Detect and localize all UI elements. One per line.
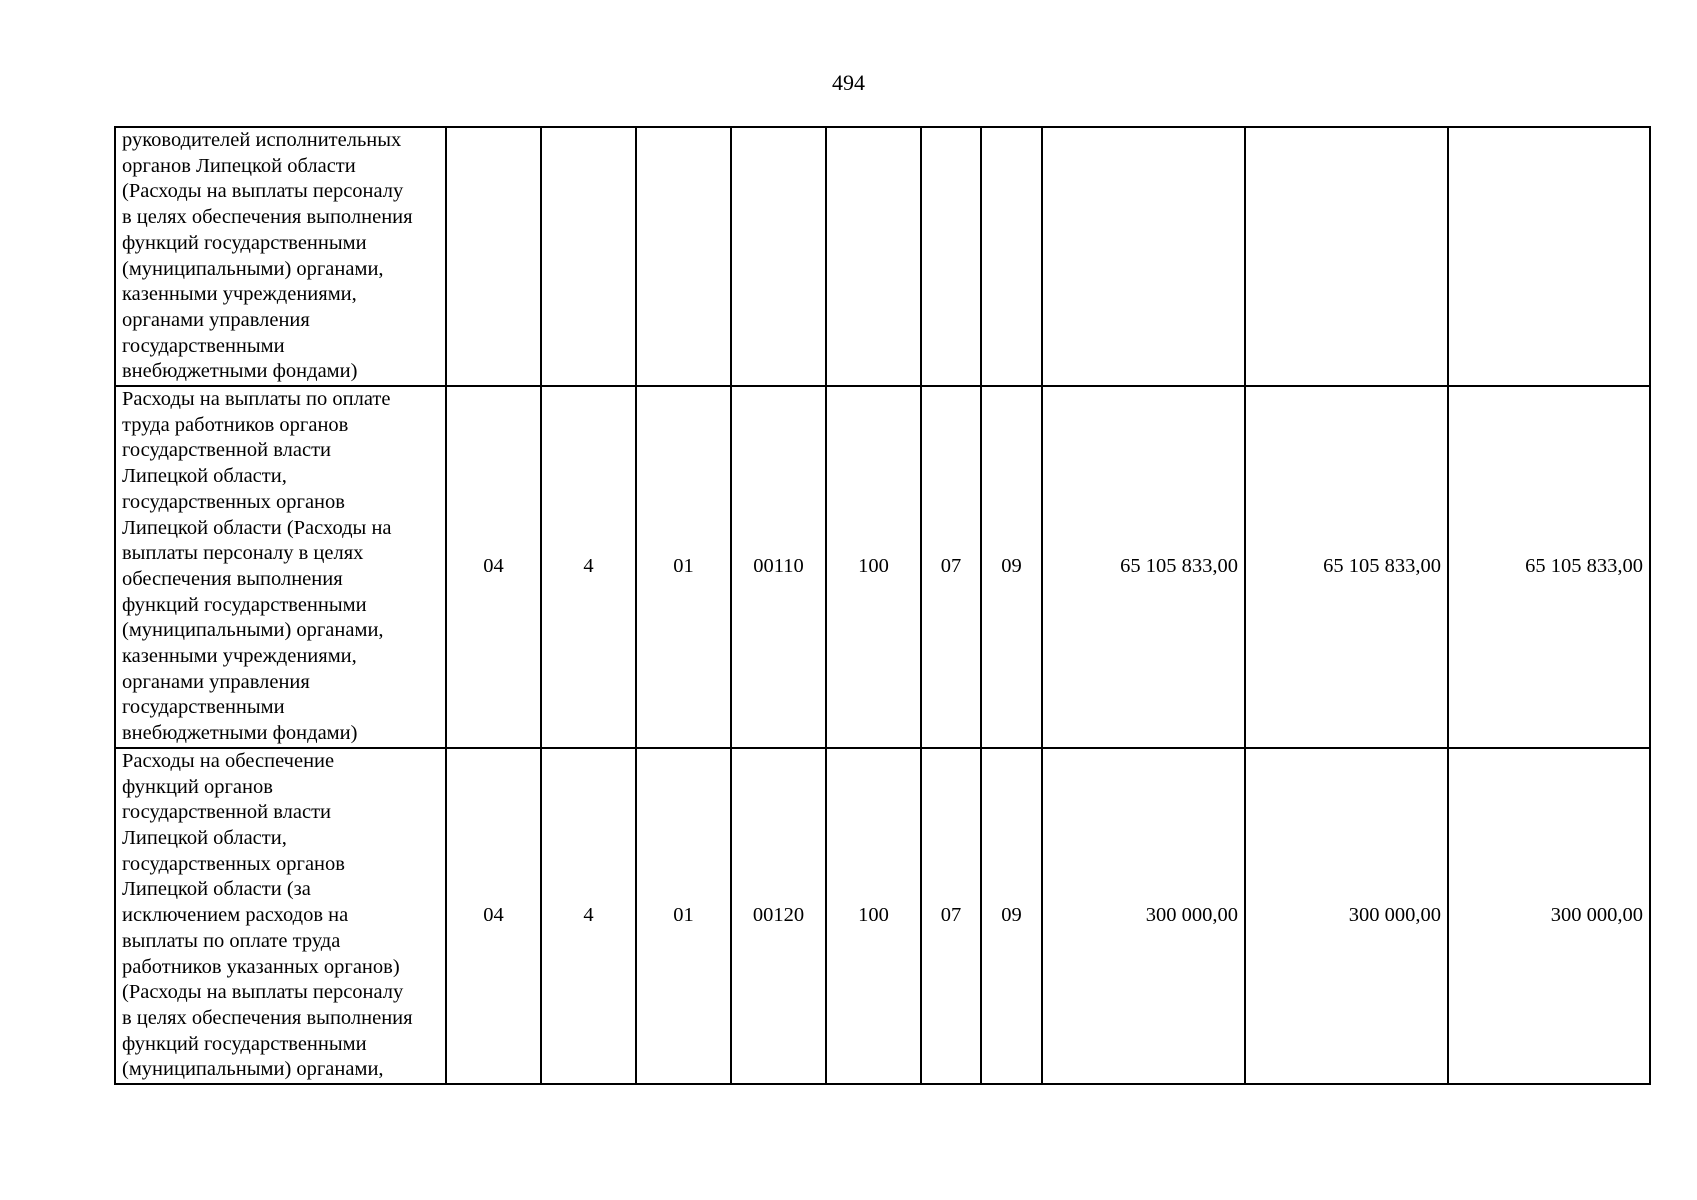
amount-cell-2 (1245, 127, 1448, 386)
subsection-code-cell: 09 (981, 748, 1042, 1084)
subprogram-code-cell: 4 (541, 386, 636, 748)
section-code-cell: 07 (921, 748, 981, 1084)
main-activity-code-cell: 01 (636, 386, 731, 748)
subsection-code-cell (981, 127, 1042, 386)
subprogram-code-cell (541, 127, 636, 386)
amount-cell-1: 300 000,00 (1042, 748, 1245, 1084)
table-row (115, 386, 1650, 748)
budget-table (114, 126, 1651, 1085)
table-row (115, 127, 1650, 386)
expense-direction-code-cell: 00120 (731, 748, 826, 1084)
subsection-code-cell: 09 (981, 386, 1042, 748)
amount-cell-1 (1042, 127, 1245, 386)
expense-type-code-cell: 100 (826, 386, 921, 748)
row-description: Расходы на обеспечение функций органов государственной власти Липецкой области, государственных органов Липецкой области (за исключением расходов на выплаты по оплате труда работников указанных органов) (Расходы на выплаты персоналу в целях обеспечения выполнения функций государственными (муниципальными) органами, (115, 748, 446, 1084)
row-description: руководителей исполнительных органов Липецкой области (Расходы на выплаты персоналу в целях обеспечения выполнения функций государственными (муниципальными) органами, казенными учреждениями, органами управления государственными внебюджетными фондами) (115, 127, 446, 386)
amount-cell-3: 65 105 833,00 (1448, 386, 1650, 748)
amount-cell-3: 300 000,00 (1448, 748, 1650, 1084)
main-activity-code-cell: 01 (636, 748, 731, 1084)
expense-type-code-cell (826, 127, 921, 386)
row-description: Расходы на выплаты по оплате труда работников органов государственной власти Липецкой области, государственных органов Липецкой области (Расходы на выплаты персоналу в целях обеспечения выполнения функций государственными (муниципальными) органами, казенными учреждениями, органами управления государственными внебюджетными фондами) (115, 386, 446, 748)
amount-cell-3 (1448, 127, 1650, 386)
amount-cell-1: 65 105 833,00 (1042, 386, 1245, 748)
program-code-cell (446, 127, 541, 386)
section-code-cell: 07 (921, 386, 981, 748)
program-code-cell: 04 (446, 748, 541, 1084)
expense-direction-code-cell: 00110 (731, 386, 826, 748)
page-number: 494 (832, 70, 865, 95)
section-code-cell (921, 127, 981, 386)
main-activity-code-cell (636, 127, 731, 386)
amount-cell-2: 300 000,00 (1245, 748, 1448, 1084)
table-row (115, 748, 1650, 1084)
amount-cell-2: 65 105 833,00 (1245, 386, 1448, 748)
program-code-cell: 04 (446, 386, 541, 748)
expense-direction-code-cell (731, 127, 826, 386)
subprogram-code-cell: 4 (541, 748, 636, 1084)
expense-type-code-cell: 100 (826, 748, 921, 1084)
